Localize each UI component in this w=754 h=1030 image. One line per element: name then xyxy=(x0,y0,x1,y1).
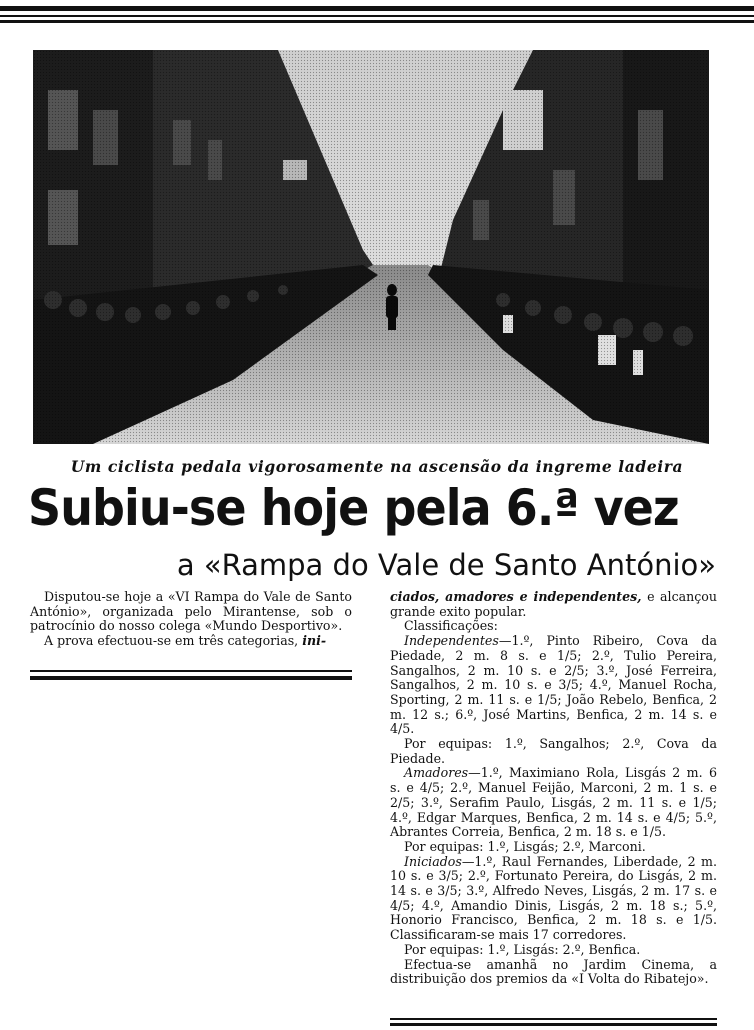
news-photo xyxy=(33,50,709,444)
closing-paragraph: Efectua-se amanhã no Jardim Cinema, a distribuição dos premios da «I Volta do Ribatejo». xyxy=(390,956,717,987)
subheadline: a «Rampa do Vale de Santo António» xyxy=(176,548,716,582)
results-independentes-text: —1.º, Pinto Ribeiro, Cova da Piedade, 2 m. 8 s. e 1/5; 2.º, Tulio Pereira, Sangalhos, 2 m. 10 s. e 2/5; 3.º, José Ferreira, Sangalhos, 2 m. 10 s. e 3/5; 4.º, Manuel Rocha, Sporting, 2 m. 11 s. e 1/5; João Rebelo, Benfica, 2 m. 12 s.; 6.º, José Martins, Benfica, 2 m. 14 s. e 4/5. xyxy=(390,633,717,737)
article-right-column xyxy=(390,590,717,987)
results-amadores xyxy=(390,766,717,840)
category-label-independentes: Independentes xyxy=(404,633,499,649)
results-heading: Classificações: xyxy=(404,618,498,634)
headline: Subiu-se hoje pela 6.ª vez xyxy=(28,479,679,537)
top-rule-thick xyxy=(0,6,754,11)
results-intro-text: e alcançou grande exito popular. xyxy=(390,589,717,619)
article-paragraph-2 xyxy=(30,634,352,649)
category-label-iniciados: Iniciados xyxy=(404,853,462,869)
column-rule-thin xyxy=(30,670,352,672)
street-scene-illustration xyxy=(33,50,709,444)
team-results-amadores: Por equipas: 1.º, Lisgás; 2.º, Marconi. xyxy=(404,838,646,854)
results-iniciados-text: —1.º, Raul Fernandes, Liberdade, 2 m. 10 s. e 3/5; 2.º, Fortunato Pereira, do Lisgás, 2 m. 14 s. e 3/5; 3.º, Alfredo Neves, Lisgás, 2 m. 17 s. e 4/5; 4.º, Amandio Dinis, Lisgás, 2 m. 18 s.; 5.º, Honorio Francisco, Benfica, 2 m. 18 s. e 1/5. Classificaram-se mais 17 corredores. xyxy=(390,853,717,943)
top-rule-thin xyxy=(0,15,754,17)
results-iniciados xyxy=(390,855,717,943)
team-results-independentes: Por equipas: 1.º, Sangalhos; 2.º, Cova da Piedade. xyxy=(390,736,717,766)
results-amadores-text: —1.º, Maximiano Rola, Lisgás 2 m. 6 s. e 4/5; 2.º, Manuel Feijão, Marconi, 2 m. 1 s. e 2/5; 3.º, Serafim Paulo, Lisgás, 2 m. 11 s. e 1/5; 4.º, Edgar Marques, Benfica, 2 m. 14 s. e 4/5; 5.º, Abrantes Correia, Benfica, 2 m. 18 s. e 1/5. xyxy=(390,765,717,840)
right-column-rule-thick xyxy=(390,1023,717,1026)
results-intro xyxy=(390,590,717,619)
paragraph-2-text: A prova efectuou-se em três categorias, xyxy=(44,633,299,649)
article-left-column xyxy=(30,590,352,649)
paragraph-2-italic: ini- xyxy=(302,633,327,649)
right-column-rule-thin xyxy=(390,1018,717,1020)
column-rule-thick xyxy=(30,676,352,680)
photo-caption: Um ciclista pedala vigorosamente na ascensão da ingreme ladeira xyxy=(70,457,684,476)
team-results-iniciados: Por equipas: 1.º, Lisgás: 2.º, Benfica. xyxy=(404,941,641,957)
results-independentes xyxy=(390,634,717,737)
category-label-amadores: Amadores xyxy=(404,765,469,781)
article-paragraph-1: Disputou-se hoje a «VI Rampa do Vale de Santo António», organizada pelo Mirantense, sob o patrocínio do nosso colega «Mundo Desportivo». xyxy=(30,589,352,634)
top-rule-medium xyxy=(0,20,754,23)
results-intro-italic: ciados, amadores e independentes, xyxy=(390,589,642,604)
